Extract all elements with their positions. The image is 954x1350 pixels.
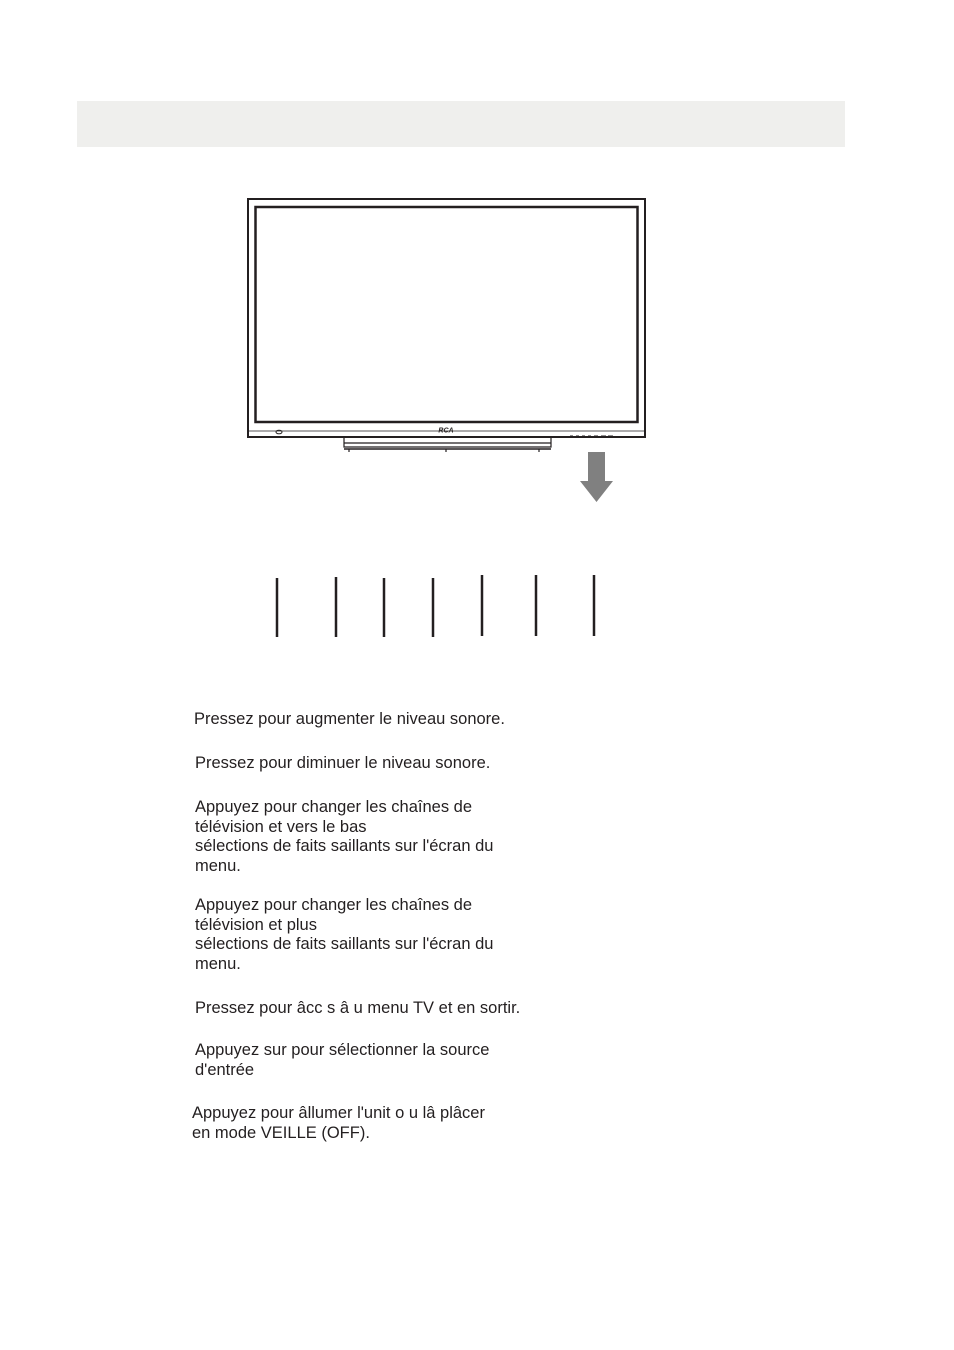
desc-volume-up: Pressez pour augmenter le niveau sonore. — [194, 710, 505, 728]
section-header-band — [77, 101, 845, 147]
tv-front-illustration — [240, 192, 660, 512]
desc-channel-up: Appuyez pour changer les chaînes de télévision et plus sélections de faits saillants sur l'écran du menu. — [195, 896, 494, 973]
tv-stand — [344, 438, 551, 452]
desc-volume-down: Pressez pour diminuer le niveau sonore. — [195, 754, 491, 772]
desc-input-source: Appuyez sur pour sélectionner la source d'entrée — [195, 1041, 490, 1079]
tv-screen — [256, 207, 638, 422]
button-callout-lines — [0, 560, 954, 650]
arrow-down-icon — [580, 452, 613, 502]
tv-brand-logo: RCA — [438, 427, 454, 435]
desc-channel-down: Appuyez pour changer les chaînes de télévision et vers le bas sélections de faits saillants sur l'écran du menu. — [195, 798, 494, 875]
desc-power: Appuyez pour âllumer l'unit o u lâ plâcer en mode VEILLE (OFF). — [192, 1104, 485, 1142]
desc-menu: Pressez pour âcc s â u menu TV et en sortir. — [195, 999, 521, 1017]
